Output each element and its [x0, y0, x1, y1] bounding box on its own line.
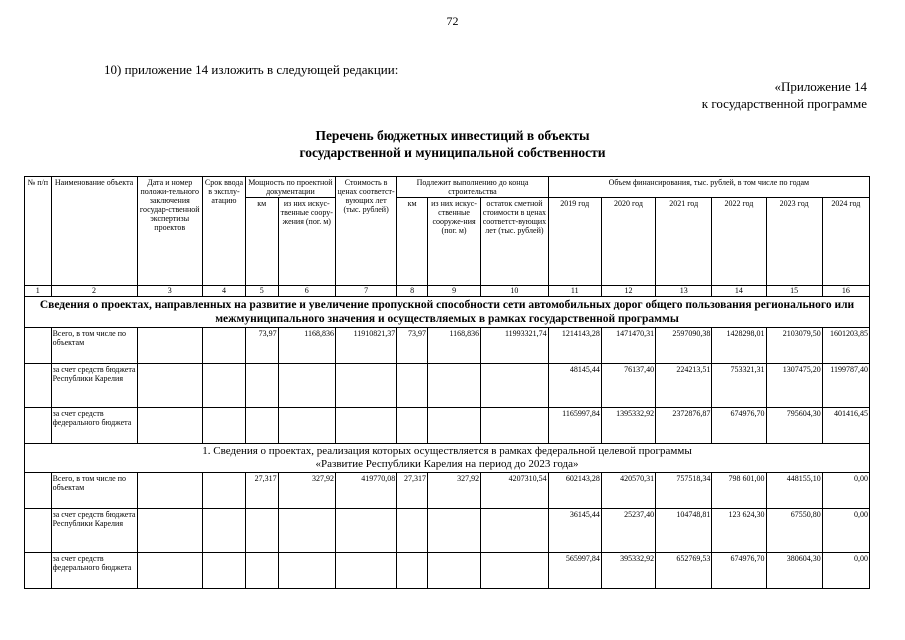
cell-funding-2024: 0,00	[822, 509, 869, 553]
cell-funding-2021: 224213,51	[656, 364, 712, 408]
annex-line-1: «Приложение 14	[774, 79, 867, 94]
cell-funding-2023: 448155,10	[766, 473, 822, 509]
cell-num	[25, 553, 52, 589]
cell-capacity-km	[245, 364, 278, 408]
cell-remain-art	[427, 364, 480, 408]
cell-funding-2021: 104748,81	[656, 509, 712, 553]
header-cap-km: км	[245, 198, 278, 286]
header-num: № п/п	[25, 177, 52, 286]
col-number: 2	[51, 286, 137, 297]
title-line-1: Перечень бюджетных инвестиций в объекты	[315, 128, 590, 143]
cell-expertise	[137, 328, 202, 364]
cell-cost	[335, 364, 396, 408]
cell-num	[25, 408, 52, 444]
header-year-2023: 2023 год	[766, 198, 822, 286]
cell-capacity-art	[278, 509, 335, 553]
cell-capacity-km	[245, 553, 278, 589]
cell-num	[25, 509, 52, 553]
header-year-2020: 2020 год	[601, 198, 655, 286]
cell-funding-2024: 0,00	[822, 553, 869, 589]
cell-funding-2020: 395332,92	[601, 553, 655, 589]
cell-term	[202, 473, 245, 509]
page-number: 72	[446, 14, 459, 28]
cell-remain-art	[427, 553, 480, 589]
cell-term	[202, 553, 245, 589]
col-number: 4	[202, 286, 245, 297]
header-rem-km: км	[397, 198, 428, 286]
col-number: 15	[766, 286, 822, 297]
cell-remain-km	[397, 509, 428, 553]
cell-object-name: Всего, в том числе по объектам	[51, 328, 137, 364]
cell-cost: 419770,08	[335, 473, 396, 509]
cell-funding-2019: 602143,28	[548, 473, 601, 509]
cell-term	[202, 328, 245, 364]
cell-capacity-art	[278, 553, 335, 589]
cell-object-name: за счет средств федерального бюджета	[51, 553, 137, 589]
col-number: 10	[481, 286, 549, 297]
cell-funding-2021: 652769,53	[656, 553, 712, 589]
table-row	[25, 408, 870, 444]
cell-funding-2020: 420570,31	[601, 473, 655, 509]
cell-term	[202, 408, 245, 444]
cell-expertise	[137, 364, 202, 408]
cell-cost	[335, 553, 396, 589]
cell-remain-art	[427, 408, 480, 444]
col-number: 3	[137, 286, 202, 297]
cell-funding-2022: 674976,70	[712, 553, 766, 589]
cell-remain-cost	[481, 364, 549, 408]
cell-funding-2021: 2372876,87	[656, 408, 712, 444]
cell-funding-2021: 2597090,38	[656, 328, 712, 364]
cell-remain-art: 1168,836	[427, 328, 480, 364]
table-row	[25, 364, 870, 408]
title-line-2: государственной и муниципальной собственности	[299, 145, 606, 160]
cell-cost	[335, 408, 396, 444]
cell-funding-2020: 1471470,31	[601, 328, 655, 364]
cell-funding-2024: 0,00	[822, 473, 869, 509]
cell-funding-2020: 76137,40	[601, 364, 655, 408]
cell-funding-2024: 1601203,85	[822, 328, 869, 364]
cell-funding-2022: 753321,31	[712, 364, 766, 408]
col-number: 5	[245, 286, 278, 297]
cell-funding-2023: 380604,30	[766, 553, 822, 589]
cell-funding-2019: 1214143,28	[548, 328, 601, 364]
cell-funding-2020: 25237,40	[601, 509, 655, 553]
table-row	[25, 328, 870, 364]
cell-term	[202, 364, 245, 408]
cell-capacity-km: 73,97	[245, 328, 278, 364]
cell-capacity-art: 327,92	[278, 473, 335, 509]
header-capacity: Мощность по проектной документации	[245, 177, 335, 198]
cell-remain-cost	[481, 408, 549, 444]
annex-reference	[702, 78, 867, 112]
intro-text: 10) приложение 14 изложить в следующей редакции:	[104, 62, 399, 77]
col-number: 1	[25, 286, 52, 297]
section-main-heading: Сведения о проектах, направленных на развитие и увеличение пропускной способности сети автомобильных дорог общего пользования регионального или межмуниципального значения и осуществляемых в рамках государственной программы	[25, 297, 870, 328]
cell-remain-km	[397, 408, 428, 444]
cell-remain-cost: 11993321,74	[481, 328, 549, 364]
cell-funding-2022: 798 601,00	[712, 473, 766, 509]
cell-object-name: Всего, в том числе по объектам	[51, 473, 137, 509]
section-1-line-2: «Развитие Республики Карелия на период до 2023 года»	[315, 458, 579, 470]
investment-table	[24, 176, 870, 589]
cell-cost: 11910821,37	[335, 328, 396, 364]
cell-funding-2022: 123 624,30	[712, 509, 766, 553]
cell-remain-km: 73,97	[397, 328, 428, 364]
cell-capacity-art	[278, 408, 335, 444]
cell-funding-2023: 1307475,20	[766, 364, 822, 408]
col-number: 7	[335, 286, 396, 297]
col-number: 13	[656, 286, 712, 297]
cell-capacity-art	[278, 364, 335, 408]
cell-remain-cost	[481, 509, 549, 553]
cell-remain-art: 327,92	[427, 473, 480, 509]
cell-funding-2023: 67550,80	[766, 509, 822, 553]
cell-expertise	[137, 509, 202, 553]
header-row-1	[25, 177, 870, 198]
cell-object-name: за счет средств бюджета Республики Карелия	[51, 509, 137, 553]
header-funding: Объем финансирования, тыс. рублей, в том числе по годам	[548, 177, 869, 198]
cell-expertise	[137, 408, 202, 444]
header-term: Срок ввода в эксплу-атацию	[202, 177, 245, 286]
cell-funding-2023: 2103079,50	[766, 328, 822, 364]
cell-funding-2019: 36145,44	[548, 509, 601, 553]
table-row	[25, 509, 870, 553]
cell-funding-2019: 1165997,84	[548, 408, 601, 444]
table-row	[25, 553, 870, 589]
cell-funding-2019: 48145,44	[548, 364, 601, 408]
header-cap-art: из них искус-твенные соору-жения (пог. м)	[278, 198, 335, 286]
header-year-2019: 2019 год	[548, 198, 601, 286]
header-year-2024: 2024 год	[822, 198, 869, 286]
cell-funding-2022: 674976,70	[712, 408, 766, 444]
header-name: Наименование объекта	[51, 177, 137, 286]
cell-funding-2020: 1395332,92	[601, 408, 655, 444]
cell-funding-2019: 565997,84	[548, 553, 601, 589]
header-remain: Подлежит выполнению до конца строительства	[397, 177, 548, 198]
col-number: 16	[822, 286, 869, 297]
cell-capacity-km	[245, 509, 278, 553]
header-year-2022: 2022 год	[712, 198, 766, 286]
col-number: 11	[548, 286, 601, 297]
header-year-2021: 2021 год	[656, 198, 712, 286]
section-1-row	[25, 444, 870, 473]
table-row	[25, 473, 870, 509]
cell-capacity-km: 27,317	[245, 473, 278, 509]
cell-capacity-km	[245, 408, 278, 444]
cell-capacity-art: 1168,836	[278, 328, 335, 364]
header-rem-art: из них искус-ственные сооруже-ния (пог. м)	[427, 198, 480, 286]
cell-remain-km	[397, 553, 428, 589]
cell-funding-2021: 757518,34	[656, 473, 712, 509]
cell-cost	[335, 509, 396, 553]
section-main-row	[25, 297, 870, 328]
cell-remain-km: 27,317	[397, 473, 428, 509]
cell-num	[25, 473, 52, 509]
cell-term	[202, 509, 245, 553]
cell-remain-art	[427, 509, 480, 553]
annex-line-2: к государственной программе	[701, 96, 867, 111]
cell-object-name: за счет средств бюджета Республики Карелия	[51, 364, 137, 408]
col-number: 14	[712, 286, 766, 297]
cell-expertise	[137, 473, 202, 509]
cell-funding-2023: 795604,30	[766, 408, 822, 444]
cell-num	[25, 328, 52, 364]
cell-funding-2022: 1428298,01	[712, 328, 766, 364]
cell-funding-2024: 401416,45	[822, 408, 869, 444]
header-rem-cost: остаток сметной стоимости в ценах соответст-вующих лет (тыс. рублей)	[481, 198, 549, 286]
cell-object-name: за счет средств федерального бюджета	[51, 408, 137, 444]
cell-funding-2024: 1199787,40	[822, 364, 869, 408]
cell-remain-cost: 4207310,54	[481, 473, 549, 509]
header-cost: Стоимость в ценах соответст-вующих лет (тыс. рублей)	[335, 177, 396, 286]
section-1-heading	[25, 444, 870, 473]
col-number: 8	[397, 286, 428, 297]
cell-expertise	[137, 553, 202, 589]
cell-num	[25, 364, 52, 408]
col-number: 6	[278, 286, 335, 297]
cell-remain-cost	[481, 553, 549, 589]
col-number: 12	[601, 286, 655, 297]
document-title	[0, 127, 905, 161]
section-1-line-1: 1. Сведения о проектах, реализация которых осуществляется в рамках федеральной целевой программы	[202, 445, 692, 457]
col-number: 9	[427, 286, 480, 297]
cell-remain-km	[397, 364, 428, 408]
column-numbers-row	[25, 286, 870, 297]
header-date: Дата и номер положи-тельного заключения государ-ственной экспертизы проектов	[137, 177, 202, 286]
